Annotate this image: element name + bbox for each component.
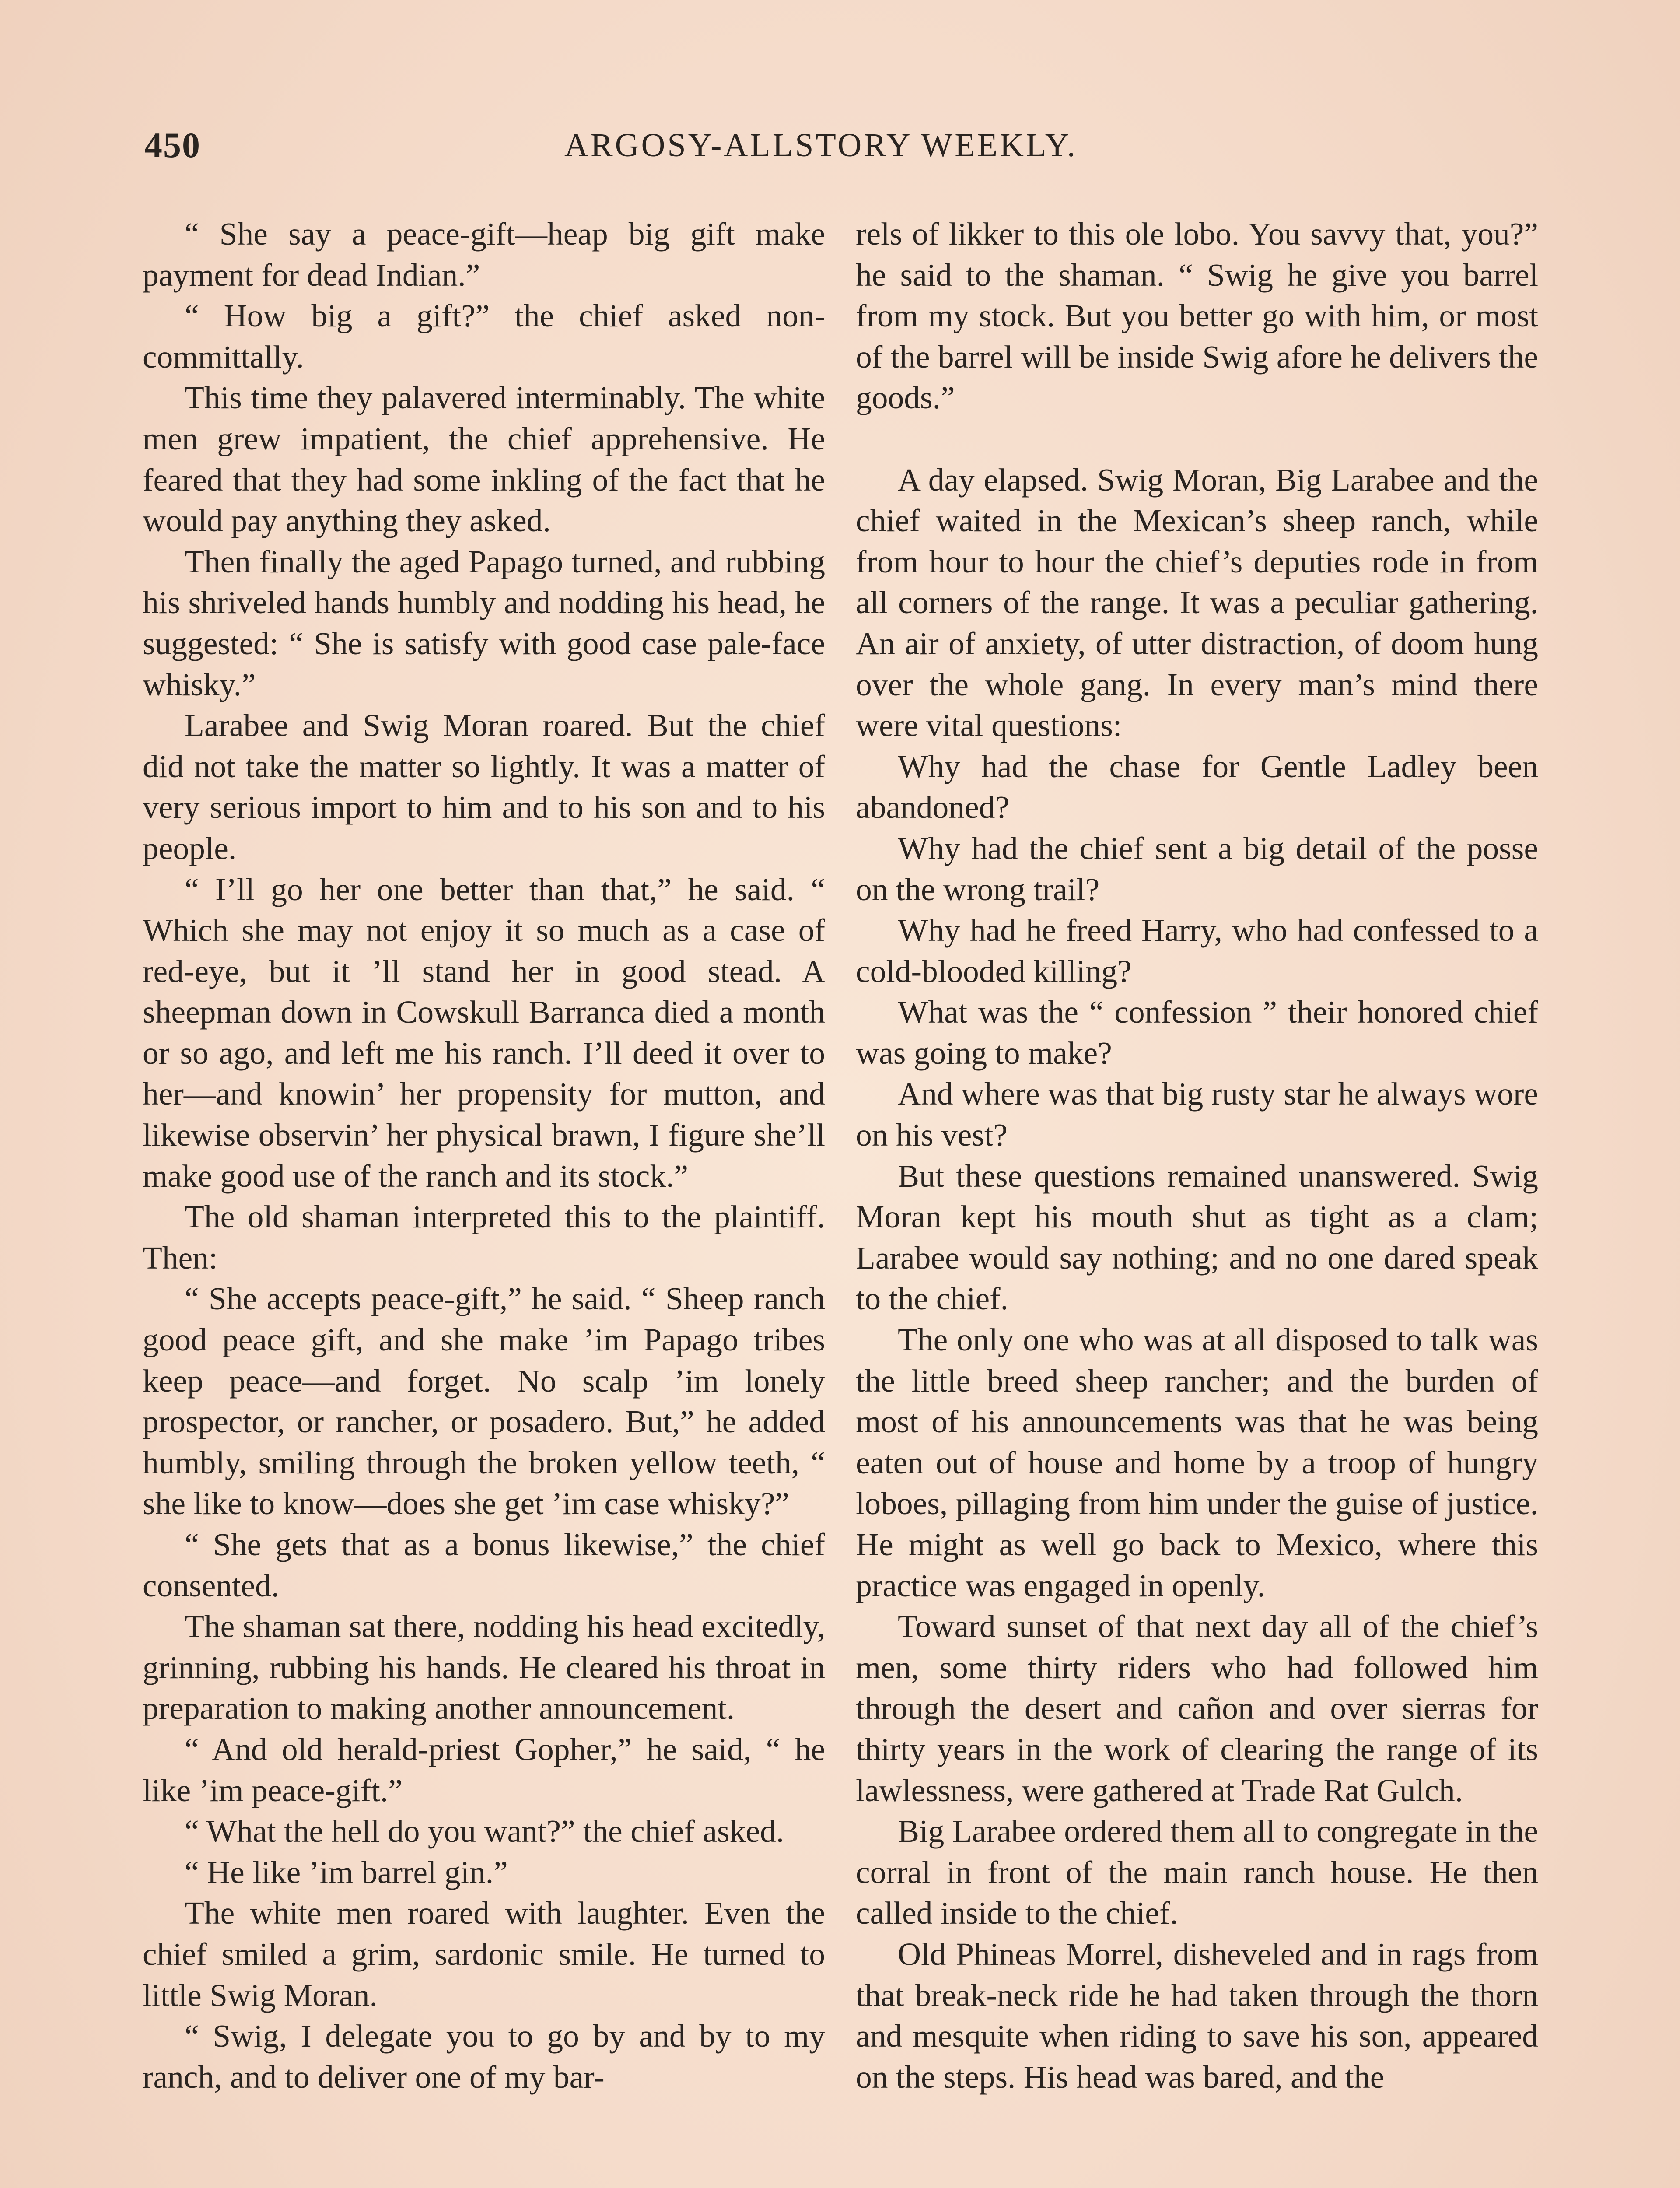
paragraph: Larabee and Swig Moran roared. But the chief did not take the matter so lightly. It was a matter of very serious import to him and to his son and to his people. [143, 708, 825, 866]
paragraph: The only one who was at all disposed to talk was the little breed sheep rancher; and the burden of most of his announcements was that he was being eaten out of house and home by a troop of hungry loboes, pillaging from him under the guise of justice. He might as well go back to Mexico, where this practice was engaged in openly. [856, 1322, 1538, 1603]
paragraph: But these questions remained unanswered. Swig Moran kept his mouth shut as tight as a clam; Larabee would say nothing; and no one dared speak to the chief. [856, 1158, 1538, 1317]
paragraph: Old Phineas Morrel, disheveled and in rags from that break-neck ride he had taken through the thorn and mesquite when riding to save his son, appeared on the steps. His head was bared, and the [856, 1936, 1538, 2095]
paragraph: This time they palavered interminably. The white men grew impatient, the chief apprehensive. He feared that they had some inkling of the fact that he would pay anything they asked. [143, 380, 825, 539]
paragraph: “ She say a peace-gift—heap big gift make payment for dead Indian.” [143, 216, 825, 293]
paragraph: “ I’ll go her one better than that,” he said. “ Which she may not enjoy it so much as a case of red-eye, but it ’ll stand her in good stead. A sheepman down in Cowskull Barranca died a month or so ago, and left me his ranch. I’ll deed it over to her—and knowin’ her propensity for mutton, and likewise observin’ her physical brawn, I figure she’ll make good use of the ranch and its stock.” [143, 871, 825, 1194]
page-header [144, 125, 1536, 186]
paragraph: Then finally the aged Papago turned, and rubbing his shriveled hands humbly and nodding his head, he suggested: “ She is satisfy with good case pale-face whisky.” [143, 543, 825, 702]
paragraph: Toward sunset of that next day all of the chief’s men, some thirty riders who had followed him through the desert and cañon and over sierras for thirty years in the work of clearing the range of its lawlessness, were gathered at Trade Rat Gulch. [856, 1609, 1538, 1808]
paragraph: “ She gets that as a bonus likewise,” the chief consented. [143, 1527, 825, 1603]
paragraph: “ Swig, I delegate you to go by and by to my ranch, and to deliver one of my bar- [143, 2018, 825, 2095]
paragraph: “ And old herald-priest Gopher,” he said, “ he like ’im peace-gift.” [143, 1731, 825, 1808]
paragraph: Why had he freed Harry, who had confessed to a cold-blooded killing? [856, 912, 1538, 989]
paragraph: The old shaman interpreted this to the plaintiff. Then: [143, 1199, 825, 1276]
paragraph: A day elapsed. Swig Moran, Big Larabee and the chief waited in the Mexican’s sheep ranch, while from hour to hour the chief’s deputies rode in from all corners of the range. It was a peculiar gathering. An air of anxiety, of utter distraction, of doom hung over the whole gang. In every man’s mind there were vital questions: [856, 462, 1538, 743]
running-head: ARGOSY-ALLSTORY WEEKLY. [564, 127, 1078, 164]
left-column [143, 214, 825, 2097]
paragraph: Big Larabee ordered them all to congregate in the corral in front of the main ranch house. He then called inside to the chief. [856, 1813, 1538, 1931]
paragraph: What was the “ confession ” their honored chief was going to make? [856, 994, 1538, 1071]
paragraph: “ He like ’im barrel gin.” [185, 1854, 508, 1890]
paragraph: Why had the chase for Gentle Ladley been abandoned? [856, 748, 1538, 825]
paragraph: And where was that big rusty star he always wore on his vest? [856, 1076, 1538, 1153]
paragraph: Why had the chief sent a big detail of the posse on the wrong trail? [856, 830, 1538, 907]
paragraph: “ What the hell do you want?” the chief asked. [185, 1813, 784, 1849]
paragraph: The shaman sat there, nodding his head excitedly, grinning, rubbing his hands. He cleared his throat in preparation to making another announcement. [143, 1609, 825, 1726]
paragraph-continued: rels of likker to this ole lobo. You savvy that, you?” he said to the shaman. “ Swig he give you barrel from my stock. But you better go with him, or most of the barrel will be inside Swig afore he delivers the goods.” [856, 216, 1538, 416]
paragraph: “ How big a gift?” the chief asked non-committally. [143, 298, 825, 375]
paragraph: “ She accepts peace-gift,” he said. “ Sheep ranch good peace gift, and she make ’im Papago tribes keep peace—and forget. No scalp ’im lonely prospector, or rancher, or posadero. But,” he added humbly, smiling through the broken yellow teeth, “ she like to know—does she get ’im case whisky?” [143, 1281, 825, 1522]
page-number: 450 [144, 125, 201, 165]
paragraph: The white men roared with laughter. Even the chief smiled a grim, sardonic smile. He turned to little Swig Moran. [143, 1895, 825, 2013]
right-column [856, 214, 1538, 2097]
